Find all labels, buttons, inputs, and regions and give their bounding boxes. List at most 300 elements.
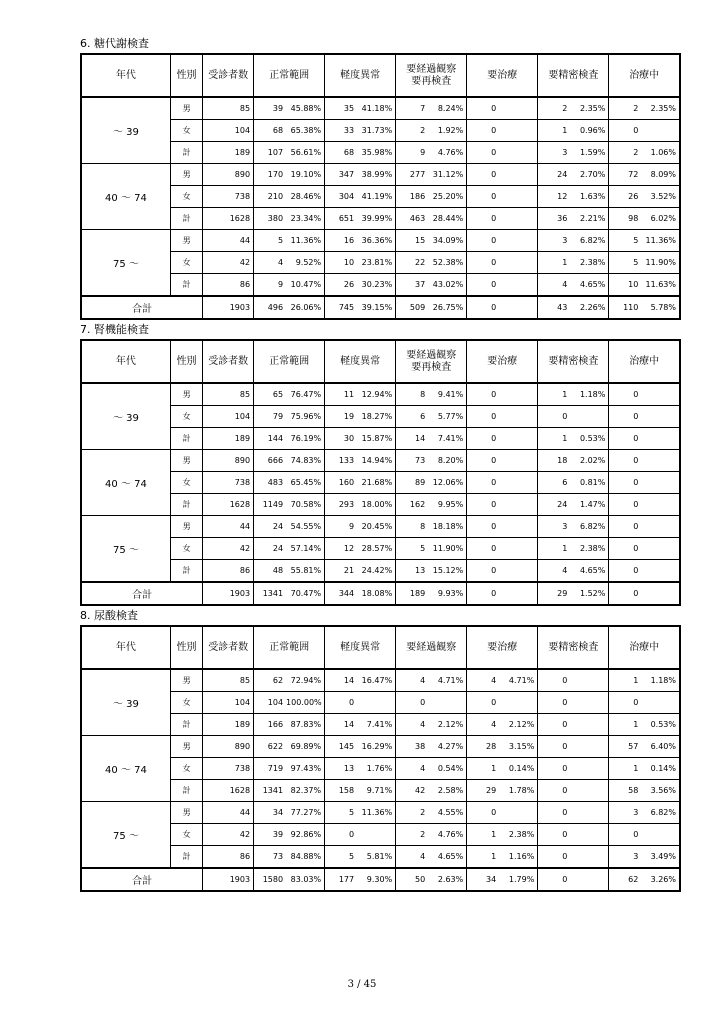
- percent-cell: 97.43%: [286, 758, 325, 780]
- count-cell: 34: [467, 868, 499, 891]
- count-cell: 293: [325, 494, 357, 516]
- count-cell: 1: [538, 252, 570, 274]
- count-cell: 1341: [254, 582, 286, 605]
- count-cell: 2: [609, 142, 641, 164]
- table-row: [81, 252, 680, 274]
- count-cell: 0: [467, 802, 499, 824]
- sex-cell: 計: [170, 780, 202, 802]
- column-header-text: 受診者数: [208, 355, 249, 367]
- count-cell: 12: [538, 186, 570, 208]
- percent-cell: 2.38%: [499, 824, 538, 846]
- column-header: [609, 54, 680, 97]
- column-header: [254, 54, 325, 97]
- column-header: [203, 54, 254, 97]
- count-cell: 177: [325, 868, 357, 891]
- percent-cell: 41.18%: [357, 97, 396, 120]
- percent-cell: 5.77%: [428, 406, 467, 428]
- table-row: [81, 428, 680, 450]
- percent-cell: 3.49%: [641, 846, 680, 869]
- percent-cell: 4.55%: [428, 802, 467, 824]
- percent-cell: 35.98%: [357, 142, 396, 164]
- percent-cell: [570, 692, 609, 714]
- count-cell: 3: [538, 142, 570, 164]
- percent-cell: 0.14%: [499, 758, 538, 780]
- count-cell: 4: [396, 669, 428, 692]
- count-cell: 666: [254, 450, 286, 472]
- column-header: [170, 340, 202, 383]
- count-cell: 9: [396, 142, 428, 164]
- percent-cell: 2.35%: [570, 97, 609, 120]
- examinee-count-cell: 104: [203, 120, 254, 142]
- sex-cell: 男: [170, 164, 202, 186]
- age-group-cell: 40 ～ 74: [81, 164, 170, 230]
- percent-cell: 6.02%: [641, 208, 680, 230]
- examinee-count-cell: 890: [203, 164, 254, 186]
- table-row: [81, 274, 680, 297]
- column-header-text: 要再検査: [411, 361, 452, 373]
- examinee-count-cell: 86: [203, 560, 254, 583]
- percent-cell: 14.94%: [357, 450, 396, 472]
- percent-cell: [499, 296, 538, 319]
- column-header: [325, 54, 396, 97]
- percent-cell: [570, 824, 609, 846]
- examinee-count-cell: 1903: [203, 582, 254, 605]
- header-row: [81, 626, 680, 669]
- column-header: [325, 626, 396, 669]
- percent-cell: 19.10%: [286, 164, 325, 186]
- sex-cell: 男: [170, 450, 202, 472]
- percent-cell: [499, 120, 538, 142]
- count-cell: 0: [467, 428, 499, 450]
- percent-cell: 12.06%: [428, 472, 467, 494]
- sex-cell: 女: [170, 758, 202, 780]
- column-header-text: 正常範囲: [269, 355, 310, 367]
- total-label-cell: 合計: [81, 296, 203, 319]
- percent-cell: 7.41%: [428, 428, 467, 450]
- percent-cell: 18.08%: [357, 582, 396, 605]
- sex-cell: 男: [170, 802, 202, 824]
- column-header: [170, 54, 202, 97]
- column-header-text: 年代: [115, 355, 136, 367]
- percent-cell: [570, 802, 609, 824]
- count-cell: 0: [467, 383, 499, 406]
- count-cell: 1: [467, 758, 499, 780]
- column-header-text: 要治療: [487, 355, 518, 367]
- count-cell: 7: [396, 97, 428, 120]
- column-header-text: 治療中: [629, 641, 660, 653]
- table-row: [81, 714, 680, 736]
- sex-cell: 男: [170, 736, 202, 758]
- count-cell: 50: [396, 868, 428, 891]
- percent-cell: 2.63%: [428, 868, 467, 891]
- count-cell: 0: [538, 692, 570, 714]
- percent-cell: 76.47%: [286, 383, 325, 406]
- percent-cell: 45.88%: [286, 97, 325, 120]
- count-cell: 29: [467, 780, 499, 802]
- table-row: [81, 736, 680, 758]
- count-cell: 1: [467, 846, 499, 869]
- column-header-text: 治療中: [629, 355, 660, 367]
- percent-cell: [499, 494, 538, 516]
- percent-cell: 11.36%: [641, 230, 680, 252]
- column-header: [467, 340, 538, 383]
- count-cell: 1: [609, 714, 641, 736]
- count-cell: 509: [396, 296, 428, 319]
- column-header: [467, 54, 538, 97]
- count-cell: 62: [609, 868, 641, 891]
- table-row: [81, 164, 680, 186]
- percent-cell: [641, 824, 680, 846]
- count-cell: 0: [467, 252, 499, 274]
- percent-cell: [357, 692, 396, 714]
- count-cell: 2: [396, 802, 428, 824]
- count-cell: 58: [609, 780, 641, 802]
- age-group-cell: 40 ～ 74: [81, 450, 170, 516]
- count-cell: 107: [254, 142, 286, 164]
- count-cell: 170: [254, 164, 286, 186]
- sex-cell: 女: [170, 824, 202, 846]
- count-cell: 39: [254, 97, 286, 120]
- sex-cell: 計: [170, 208, 202, 230]
- percent-cell: 84.88%: [286, 846, 325, 869]
- percent-cell: 11.90%: [641, 252, 680, 274]
- percent-cell: 2.12%: [499, 714, 538, 736]
- percent-cell: 100.00%: [286, 692, 325, 714]
- table-row: [81, 669, 680, 692]
- percent-cell: 6.82%: [641, 802, 680, 824]
- column-header: [254, 626, 325, 669]
- count-cell: 73: [254, 846, 286, 869]
- sex-cell: 計: [170, 846, 202, 869]
- count-cell: 15: [396, 230, 428, 252]
- percent-cell: 2.26%: [570, 296, 609, 319]
- table-row: [81, 383, 680, 406]
- percent-cell: 28.57%: [357, 538, 396, 560]
- column-header-text: 軽度異常: [340, 641, 381, 653]
- percent-cell: [499, 692, 538, 714]
- total-label-cell: 合計: [81, 868, 203, 891]
- column-header-text: 軽度異常: [340, 355, 381, 367]
- percent-cell: 1.92%: [428, 120, 467, 142]
- count-cell: 347: [325, 164, 357, 186]
- percent-cell: 1.16%: [499, 846, 538, 869]
- percent-cell: 4.27%: [428, 736, 467, 758]
- count-cell: 26: [609, 186, 641, 208]
- count-cell: 33: [325, 120, 357, 142]
- percent-cell: [570, 868, 609, 891]
- percent-cell: 34.09%: [428, 230, 467, 252]
- header-row: [81, 54, 680, 97]
- count-cell: 65: [254, 383, 286, 406]
- examinee-count-cell: 189: [203, 142, 254, 164]
- examinee-count-cell: 738: [203, 472, 254, 494]
- table-row: [81, 208, 680, 230]
- column-header-text: 軽度異常: [340, 69, 381, 81]
- table-row: [81, 560, 680, 583]
- count-cell: 719: [254, 758, 286, 780]
- column-header: [396, 54, 467, 97]
- percent-cell: 20.45%: [357, 516, 396, 538]
- count-cell: 0: [467, 494, 499, 516]
- count-cell: 35: [325, 97, 357, 120]
- percent-cell: [641, 582, 680, 605]
- percent-cell: [499, 802, 538, 824]
- age-group-cell: 75 ～: [81, 230, 170, 297]
- percent-cell: [499, 208, 538, 230]
- total-row: [81, 868, 680, 891]
- age-group-cell: 40 ～ 74: [81, 736, 170, 802]
- count-cell: 5: [396, 538, 428, 560]
- column-header-text: 受診者数: [208, 69, 249, 81]
- percent-cell: 9.30%: [357, 868, 396, 891]
- count-cell: 0: [467, 450, 499, 472]
- percent-cell: 1.18%: [570, 383, 609, 406]
- count-cell: 79: [254, 406, 286, 428]
- percent-cell: 26.06%: [286, 296, 325, 319]
- count-cell: 30: [325, 428, 357, 450]
- percent-cell: [641, 560, 680, 583]
- count-cell: 0: [467, 142, 499, 164]
- count-cell: 104: [254, 692, 286, 714]
- percent-cell: 11.36%: [286, 230, 325, 252]
- percent-cell: 43.02%: [428, 274, 467, 297]
- column-header: [609, 340, 680, 383]
- count-cell: 4: [396, 758, 428, 780]
- percent-cell: 2.58%: [428, 780, 467, 802]
- sex-cell: 計: [170, 274, 202, 297]
- count-cell: 0: [325, 692, 357, 714]
- sex-cell: 男: [170, 669, 202, 692]
- count-cell: 1: [538, 538, 570, 560]
- count-cell: 745: [325, 296, 357, 319]
- column-header-text: 要精密検査: [548, 69, 599, 81]
- count-cell: 0: [467, 208, 499, 230]
- count-cell: 0: [467, 186, 499, 208]
- percent-cell: 10.47%: [286, 274, 325, 297]
- count-cell: 0: [467, 274, 499, 297]
- count-cell: 8: [396, 516, 428, 538]
- percent-cell: 6.82%: [570, 230, 609, 252]
- table-row: [81, 97, 680, 120]
- percent-cell: [570, 714, 609, 736]
- count-cell: 5: [254, 230, 286, 252]
- count-cell: 166: [254, 714, 286, 736]
- percent-cell: 76.19%: [286, 428, 325, 450]
- percent-cell: [499, 383, 538, 406]
- percent-cell: 31.73%: [357, 120, 396, 142]
- count-cell: 72: [609, 164, 641, 186]
- percent-cell: 75.96%: [286, 406, 325, 428]
- percent-cell: [499, 582, 538, 605]
- percent-cell: 7.41%: [357, 714, 396, 736]
- sex-cell: 男: [170, 516, 202, 538]
- sex-cell: 女: [170, 186, 202, 208]
- column-header: [538, 340, 609, 383]
- percent-cell: 83.03%: [286, 868, 325, 891]
- count-cell: 0: [396, 692, 428, 714]
- percent-cell: 1.63%: [570, 186, 609, 208]
- count-cell: 1: [538, 383, 570, 406]
- section-title: 6. 糖代謝検査: [80, 37, 149, 50]
- count-cell: 0: [609, 494, 641, 516]
- count-cell: 24: [254, 516, 286, 538]
- percent-cell: 18.18%: [428, 516, 467, 538]
- percent-cell: 3.56%: [641, 780, 680, 802]
- count-cell: 8: [396, 383, 428, 406]
- count-cell: 13: [396, 560, 428, 583]
- count-cell: 0: [609, 692, 641, 714]
- column-header: [325, 340, 396, 383]
- sex-cell: 計: [170, 714, 202, 736]
- count-cell: 2: [609, 97, 641, 120]
- column-header-text: 年代: [115, 69, 136, 81]
- examinee-count-cell: 44: [203, 802, 254, 824]
- table-row: [81, 494, 680, 516]
- count-cell: 483: [254, 472, 286, 494]
- count-cell: 21: [325, 560, 357, 583]
- count-cell: 14: [325, 714, 357, 736]
- percent-cell: [641, 450, 680, 472]
- percent-cell: [641, 120, 680, 142]
- sex-cell: 計: [170, 428, 202, 450]
- count-cell: 0: [467, 230, 499, 252]
- percent-cell: 9.93%: [428, 582, 467, 605]
- count-cell: 5: [609, 230, 641, 252]
- count-cell: 0: [467, 97, 499, 120]
- count-cell: 0: [538, 780, 570, 802]
- percent-cell: 2.12%: [428, 714, 467, 736]
- count-cell: 9: [254, 274, 286, 297]
- examinee-count-cell: 86: [203, 846, 254, 869]
- count-cell: 5: [325, 802, 357, 824]
- percent-cell: 72.94%: [286, 669, 325, 692]
- count-cell: 26: [325, 274, 357, 297]
- percent-cell: 1.78%: [499, 780, 538, 802]
- count-cell: 24: [538, 164, 570, 186]
- table-row: [81, 516, 680, 538]
- percent-cell: 5.78%: [641, 296, 680, 319]
- header-row: [81, 340, 680, 383]
- examinee-count-cell: 42: [203, 824, 254, 846]
- age-group-cell: 75 ～: [81, 516, 170, 583]
- percent-cell: 16.29%: [357, 736, 396, 758]
- percent-cell: [499, 472, 538, 494]
- count-cell: 37: [396, 274, 428, 297]
- table-row: [81, 802, 680, 824]
- percent-cell: 18.27%: [357, 406, 396, 428]
- examinee-count-cell: 42: [203, 538, 254, 560]
- percent-cell: 52.38%: [428, 252, 467, 274]
- percent-cell: 28.44%: [428, 208, 467, 230]
- percent-cell: 41.19%: [357, 186, 396, 208]
- percent-cell: 65.38%: [286, 120, 325, 142]
- count-cell: 0: [538, 736, 570, 758]
- percent-cell: 4.65%: [570, 560, 609, 583]
- percent-cell: 2.35%: [641, 97, 680, 120]
- age-group-cell: 75 ～: [81, 802, 170, 869]
- count-cell: 43: [538, 296, 570, 319]
- glucose-table: [80, 53, 681, 320]
- count-cell: 0: [538, 802, 570, 824]
- count-cell: 0: [609, 560, 641, 583]
- count-cell: 89: [396, 472, 428, 494]
- percent-cell: [641, 472, 680, 494]
- sex-cell: 女: [170, 252, 202, 274]
- count-cell: 0: [609, 516, 641, 538]
- count-cell: 0: [609, 383, 641, 406]
- sex-cell: 女: [170, 538, 202, 560]
- count-cell: 0: [538, 758, 570, 780]
- count-cell: 1: [538, 120, 570, 142]
- count-cell: 0: [609, 406, 641, 428]
- table-row: [81, 472, 680, 494]
- count-cell: 0: [467, 538, 499, 560]
- table-row: [81, 538, 680, 560]
- count-cell: 3: [538, 230, 570, 252]
- count-cell: 4: [254, 252, 286, 274]
- table-row: [81, 758, 680, 780]
- percent-cell: 36.36%: [357, 230, 396, 252]
- percent-cell: 9.71%: [357, 780, 396, 802]
- column-header-text: 正常範囲: [269, 69, 310, 81]
- percent-cell: 23.34%: [286, 208, 325, 230]
- examinee-count-cell: 104: [203, 692, 254, 714]
- percent-cell: 30.23%: [357, 274, 396, 297]
- percent-cell: [570, 780, 609, 802]
- count-cell: 4: [538, 560, 570, 583]
- table-row: [81, 186, 680, 208]
- percent-cell: 1.52%: [570, 582, 609, 605]
- count-cell: 10: [325, 252, 357, 274]
- examinee-count-cell: 189: [203, 714, 254, 736]
- percent-cell: 3.26%: [641, 868, 680, 891]
- count-cell: 6: [396, 406, 428, 428]
- table-row: [81, 142, 680, 164]
- table-row: [81, 824, 680, 846]
- column-header-text: 要治療: [487, 69, 518, 81]
- count-cell: 24: [538, 494, 570, 516]
- count-cell: 0: [609, 428, 641, 450]
- sex-cell: 女: [170, 472, 202, 494]
- count-cell: 0: [609, 450, 641, 472]
- percent-cell: [570, 846, 609, 869]
- count-cell: 3: [609, 802, 641, 824]
- column-header-text: 要経過観察: [406, 349, 457, 361]
- percent-cell: 55.81%: [286, 560, 325, 583]
- column-header: [396, 626, 467, 669]
- column-header: [538, 54, 609, 97]
- age-group-cell: ～ 39: [81, 97, 170, 164]
- percent-cell: 1.59%: [570, 142, 609, 164]
- percent-cell: [428, 692, 467, 714]
- examinee-count-cell: 738: [203, 758, 254, 780]
- percent-cell: 0.54%: [428, 758, 467, 780]
- page-number: 3 / 45: [347, 979, 377, 990]
- percent-cell: [499, 516, 538, 538]
- percent-cell: 15.87%: [357, 428, 396, 450]
- count-cell: 158: [325, 780, 357, 802]
- table-row: [81, 450, 680, 472]
- count-cell: 73: [396, 450, 428, 472]
- percent-cell: [570, 669, 609, 692]
- count-cell: 29: [538, 582, 570, 605]
- examinee-count-cell: 1903: [203, 296, 254, 319]
- percent-cell: 6.82%: [570, 516, 609, 538]
- column-header-text: 要再検査: [411, 75, 452, 87]
- percent-cell: 92.86%: [286, 824, 325, 846]
- count-cell: 0: [538, 714, 570, 736]
- count-cell: 16: [325, 230, 357, 252]
